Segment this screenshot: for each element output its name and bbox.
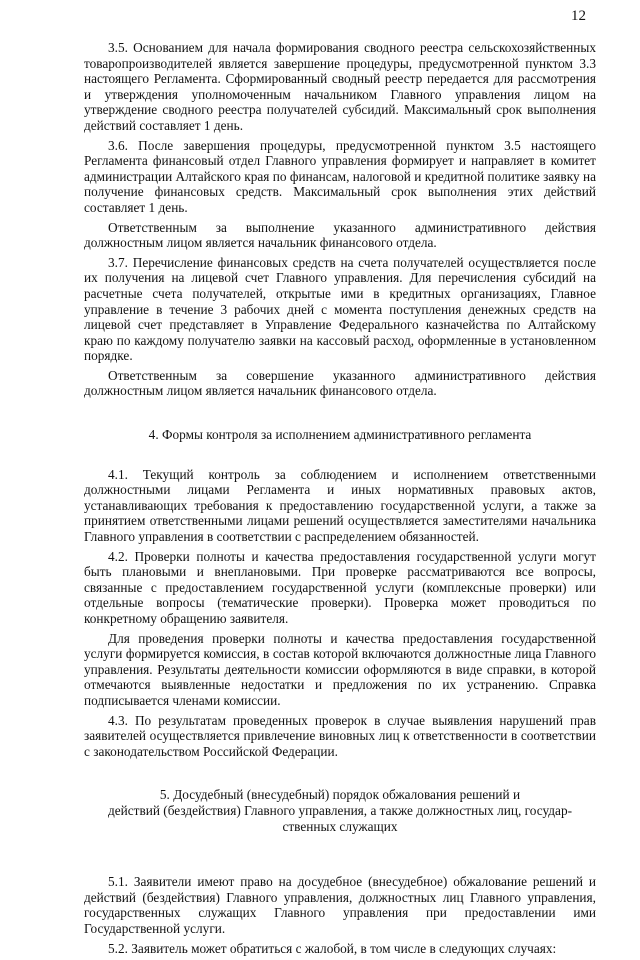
section-5-heading-line-1: 5. Досудебный (внесудебный) порядок обжалования решений и <box>159 787 521 803</box>
paragraph-4-3: 4.3. По результатам проведенных проверок в случае выявления нарушений прав заявителей осуществляется привлечение виновных лиц к ответственности в соответствии с законодательством Российской Федерации. <box>84 712 596 759</box>
paragraph-responsible-1: Ответственным за выполнение указанного административного действия должностным лицом является начальник финансового отдела. <box>84 219 596 251</box>
paragraph-3-6: 3.6. После завершения процедуры, предусмотренной пунктом 3.5 настоящего Регламента финансовый отдел Главного управления формирует и направляет в комитет администрации Алтайского края по финансам, налоговой и кредитной политике заявку на получение финансовых средств. Максимальный срок выполнения этих действий составляет 1 день. <box>84 137 596 215</box>
page-number: 12 <box>571 8 586 24</box>
section-4-heading: 4. Формы контроля за исполнением административного регламента <box>148 427 532 443</box>
paragraph-commission: Для проведения проверки полноты и качества предоставления государственной услуги формируется комиссия, в состав которой включаются должностные лица Главного управления. Результаты деятельности комиссии оформляются в виде справки, в которой отмечаются выявленные недостатки и предложения по их устранению. Справка подписывается членами комиссии. <box>84 630 596 708</box>
section-5-heading-line-3: ственных служащих <box>282 818 398 834</box>
paragraph-3-5: 3.5. Основанием для начала формирования сводного реестра сельскохозяйственных товаропроизводителей является завершение процедуры, предусмотренной пунктом 3.3 настоящего Регламента. Сформированный сводный реестр передается для рассмотрения и утверждения уполномоченным начальником Главного управления лицом на утверждение сводного реестра получателей субсидий. Максимальный срок выполнения действий составляет 1 день. <box>84 40 596 133</box>
paragraph-4-1: 4.1. Текущий контроль за соблюдением и исполнением ответственными должностными лицами Регламента и иных нормативных правовых актов, устанавливающих требования к предоставлению государственной услуги, а также за принятием ответственными лицами решений осуществляется заместителями начальника Главного управления в соответствии с распределением обязанностей. <box>84 466 596 545</box>
document-body <box>84 40 596 960</box>
paragraph-responsible-2: Ответственным за совершение указанного административного действия должностным лицом является начальник финансового отдела. <box>84 367 596 399</box>
paragraph-3-7: 3.7. Перечисление финансовых средств на счета получателей осуществляется после их получения на лицевой счет Главного управления. Для перечисления субсидий на расчетные счета получателей, открытые ими в кредитных организациях, Главное управление в течение 3 рабочих дней с момента поступления денежных средств на лицевой счет представляет в Управление Федерального казначейства по Алтайскому краю по каждому получателю заявки на кассовый расход, оформленные в установленном порядке. <box>84 254 596 364</box>
paragraph-4-2: 4.2. Проверки полноты и качества предоставления государственной услуги могут быть плановыми и внеплановыми. При проверке рассматриваются все вопросы, связанные с предоставлением государственной услуги (комплексные проверки) или отдельные вопросы (тематические проверки). Проверка может проводиться по конкретному обращению заявителя. <box>84 548 596 626</box>
paragraph-5-2: 5.2. Заявитель может обратиться с жалобой, в том числе в следующих случаях: <box>108 940 557 956</box>
section-5-heading-line-2: действий (бездействия) Главного управления, а также должностных лиц, государ- <box>107 802 573 818</box>
paragraph-5-1: 5.1. Заявители имеют право на досудебное (внесудебное) обжалование решений и действий (бездействия) Главного управления, должностных лиц Главного управления, государственных служащих Главного управления при предоставлении ими Государственной услуги. <box>84 874 596 936</box>
section-5-heading <box>84 787 596 834</box>
